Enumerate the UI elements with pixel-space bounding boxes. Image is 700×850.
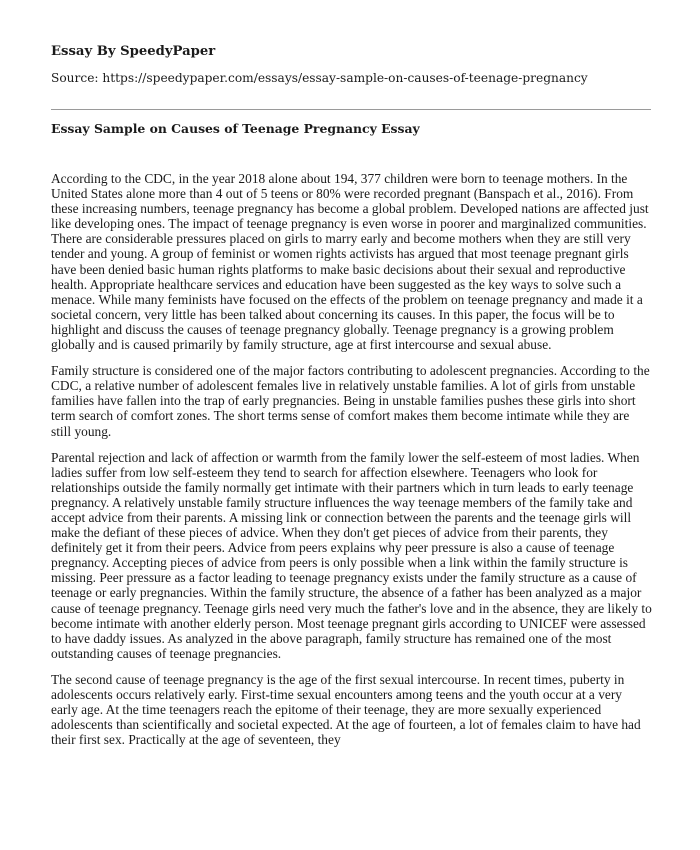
site-title: Essay By SpeedyPaper (51, 44, 216, 59)
header-divider (51, 109, 651, 110)
source-line: Source: https://speedypaper.com/essays/essay-sample-on-causes-of-teenage-pregnancy (51, 71, 588, 85)
paragraph-4: The second cause of teenage pregnancy is the age of the first sexual intercourse. In recent times, puberty in adolescents occurs relatively early. First-time sexual encounters among teens and the youth occur at a very early age. At the time teenagers reach the epitome of their teenage, they are more sexually experienced adolescents than scientifically and societal expected. At the age of fourteen, a lot of females claim to have had their first sex. Practically at the age of seventeen, they (51, 671, 641, 748)
essay-body (51, 171, 652, 758)
paragraph-2: Family structure is considered one of the major factors contributing to adolescent pregnancies. According to the CDC, a relative number of adolescent females live in relatively unstable families. A lot of girls from unstable families have fallen into the trap of early pregnancies. Being in unstable families pushes these girls into short term search of comfort zones. The short terms sense of comfort makes them become intimate while they are still young. (51, 363, 650, 439)
essay-title: Essay Sample on Causes of Teenage Pregnancy Essay (51, 121, 420, 136)
paragraph-1: According to the CDC, in the year 2018 alone about 194, 377 children were born to teenage mothers. In the United States alone more than 4 out of 5 teens or 80% were recorded pregnant (Banspach et al., 2016). From these increasing numbers, teenage pregnancy has become a global problem. Developed nations are affected just like developing ones. The impact of teenage pregnancy is even worse in poorer and marginalized communities. There are considerable pressures placed on girls to marry early and become mothers when they are still very tender and young. A group of feminist or women rights activists has argued that most teenage pregnant girls have been denied basic human rights platforms to make basic decisions about their sexual and reproductive health. Appropriate healthcare services and education have been suggested as the key ways to solve such a menace. While many feminists have focused on the effects of the problem on teenage pregnancy and made it a societal concern, very little has been talked about concerning its causes. In this paper, the focus will be to highlight and discuss the causes of teenage pregnancy globally. Teenage pregnancy is a growing problem globally and is caused primarily by family structure, age at first intercourse and sexual abuse. (51, 171, 649, 353)
paragraph-3: Parental rejection and lack of affection or warmth from the family lower the self-esteem of most ladies. When ladies suffer from low self-esteem they tend to search for affection elsewhere. Teenagers who look for relationships outside the family normally get intimate with their partners which in turn leads to early teenage pregnancy. A relatively unstable family structure influences the way teenage members of the family take and accept advice from their parents. A missing link or connection between the parents and the teenage girls will make the defiant of these pieces of advice. When they don't get pieces of advice from their parents, they definitely get it from their peers. Advice from peers explains why peer pressure is also a cause of teenage pregnancy. Accepting pieces of advice from peers is only possible when a link within the family structure is missing. Peer pressure as a factor leading to teenage pregnancy exists under the family structure as a cause of teenage or early pregnancies. Within the family structure, the absence of a father has been analyzed as a major cause of teenage pregnancy. Teenage girls need very much the father's love and in the absence, they are likely to become intimate with another elderly person. Most teenage pregnant girls according to UNICEF were assessed to have daddy issues. As analyzed in the above paragraph, family structure has remained one of the most outstanding causes of teenage pregnancies. (51, 449, 652, 661)
